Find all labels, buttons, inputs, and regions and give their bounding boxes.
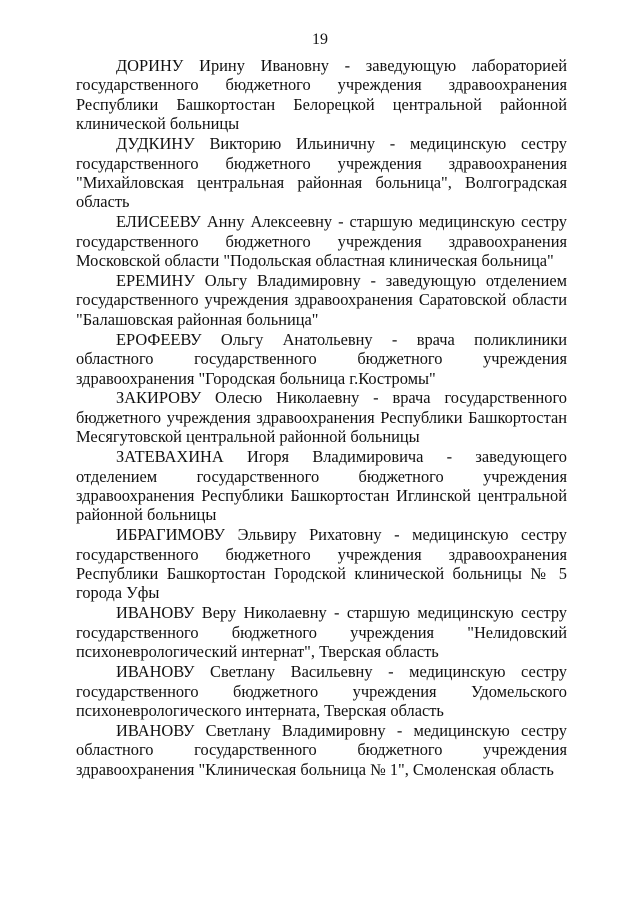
list-entry: ЗАКИРОВУ Олесю Николаевну - врача государственного бюджетного учреждения здравоохранения Республики Башкортостан Месягутовской центральной районной больницы: [76, 388, 567, 447]
list-entry: ДОРИНУ Ирину Ивановну - заведующую лабораторией государственного бюджетного учреждения здравоохранения Республики Башкортостан Белорецкой центральной районной клинической больницы: [76, 56, 567, 134]
list-entry: ИВАНОВУ Веру Николаевну - старшую медицинскую сестру государственного бюджетного учреждения "Нелидовский психоневрологический интернат", Тверская область: [76, 603, 567, 662]
list-entry: ЕЛИСЕЕВУ Анну Алексеевну - старшую медицинскую сестру государственного бюджетного учреждения здравоохранения Московской области "Подольская областная клиническая больница": [76, 212, 567, 271]
list-entry: ЗАТЕВАХИНА Игоря Владимировича - заведующего отделением государственного бюджетного учреждения здравоохранения Республики Башкортостан Иглинской центральной районной больницы: [76, 447, 567, 525]
list-entry: ИВАНОВУ Светлану Владимировну - медицинскую сестру областного государственного бюджетного учреждения здравоохранения "Клиническая больница № 1", Смоленская область: [76, 720, 567, 779]
list-entry: ЕРЕМИНУ Ольгу Владимировну - заведующую отделением государственного учреждения здравоохранения Саратовской области "Балашовская районная больница": [76, 270, 567, 329]
list-entry: ИВАНОВУ Светлану Васильевну - медицинскую сестру государственного бюджетного учреждения Удомельского психоневрологического интерната, Тверская область: [76, 662, 567, 720]
list-entry: ДУДКИНУ Викторию Ильиничну - медицинскую сестру государственного бюджетного учреждения здравоохранения "Михайловская центральная районная больница", Волгоградская область: [76, 134, 567, 212]
list-entry: ЕРОФЕЕВУ Ольгу Анатольевну - врача поликлиники областного государственного бюджетного учреждения здравоохранения "Городская больница г.Костромы": [76, 329, 567, 388]
page-number: 19: [312, 31, 328, 48]
list-entry: ИБРАГИМОВУ Эльвиру Рихатовну - медицинскую сестру государственного бюджетного учреждения здравоохранения Республики Башкортостан Городской клинической больницы № 5 города Уфы: [76, 525, 567, 603]
award-list: [76, 56, 567, 780]
